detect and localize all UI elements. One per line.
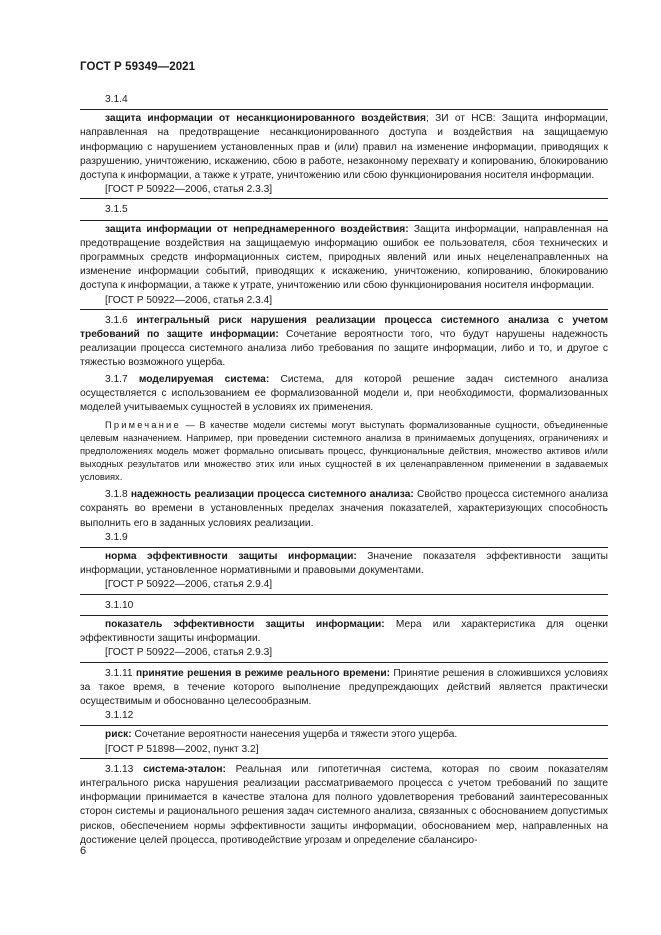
note-text: — В качестве модели системы могут выступать формализованные сущности, объединенные целевым назначением. Например, при проведении системного анализа в принимаемых допущениях, ограничениях и предположениях модель может формально описывать процесс, функциональные действия, множество активов и/или выходных результатов или множество этих или иных сущностей в их целенаправленном применении в задаваемых условиях. bbox=[80, 420, 608, 483]
definition-paragraph bbox=[80, 373, 608, 416]
note-paragraph bbox=[80, 419, 608, 484]
note-label: Примечание bbox=[105, 420, 181, 431]
definition-paragraph bbox=[80, 488, 608, 531]
definition-block bbox=[80, 615, 608, 663]
definition-text bbox=[80, 550, 608, 578]
definition-paragraph bbox=[80, 314, 608, 371]
definition-text bbox=[80, 618, 608, 646]
definition: Защита информации, направленная на предотвращение воздействия на защищаемую информацию ошибок ее пользователя, сбоя технических и программных средств информационных систем, природных явлений или иных нецеленаправленных на изменение информации событий, приводящих к искажению, уничтожению, копированию, блокированию доступа к информации, а также к утрате, уничтожению или сбою функционирования носителя информации. bbox=[80, 223, 608, 292]
definition-text bbox=[80, 223, 608, 294]
term: принятие решения в режиме реального времени: bbox=[136, 667, 390, 679]
section-number: 3.1.7 bbox=[105, 373, 128, 385]
definition-text bbox=[80, 112, 608, 183]
section-number: 3.1.12 bbox=[105, 710, 134, 722]
page-header: ГОСТ Р 59349—2021 bbox=[80, 61, 196, 73]
definition: Сочетание вероятности того, что будут нарушены надежность реализации процесса системного анализа либо требования по защите информации, либо и то, и другое с тяжестью возможного ущерба. bbox=[80, 329, 608, 369]
definition: Принятие решения в сложившихся условиях за такое время, в течение которого выполнение предупреждающих действий является практически осуществимым и обоснованно целесообразным. bbox=[80, 667, 608, 707]
term: интегральный риск нарушения реализации процесса системного анализа с учетом требований по защите информации: bbox=[80, 314, 609, 341]
term: показатель эффективности защиты информации: bbox=[105, 618, 385, 630]
definition-block bbox=[80, 109, 608, 199]
term: защита информации от непреднамеренного воздействия: bbox=[105, 223, 409, 235]
definition: Реальная или гипотетичная система, которая по своим показателям интегрального риска нарушения реализации рассматриваемого процесса с учетом требований по защите информации принимается в качестве эталона для полного удовлетворения требований заинтересованных сторон системы и рационального решения задач системного анализа, связанных с обоснованием допустимых рисков, обеспечением нормы эффективности защиты информации, обоснованием мер, направленных на достижение целей процесса, противодействие угрозам и определение сбалансиро- bbox=[80, 763, 608, 846]
section-number: 3.1.10 bbox=[105, 599, 134, 611]
definition-paragraph bbox=[80, 667, 608, 710]
source-reference: [ГОСТ Р 50922—2006, статья 2.9.4] bbox=[105, 579, 273, 591]
page-number: 6 bbox=[80, 845, 87, 857]
term: система-эталон: bbox=[143, 763, 226, 775]
document-body bbox=[80, 93, 608, 848]
section-number: 3.1.13 bbox=[105, 763, 134, 775]
definition: Значение показателя эффективности защиты информации, установленное нормативными и правовыми документами. bbox=[80, 551, 608, 577]
term: моделируемая система: bbox=[138, 373, 270, 385]
section-number: 3.1.9 bbox=[105, 531, 128, 543]
definition-block bbox=[80, 725, 608, 758]
definition: Система, для которой решение задач системного анализа осуществляется с использованием ее формализованной модели и, при необходимости, формализованных моделей учитываемых сущностей в условиях их применения. bbox=[80, 373, 608, 414]
section-number: 3.1.8 bbox=[105, 489, 128, 501]
definition-block bbox=[80, 220, 608, 310]
section-number: 3.1.6 bbox=[105, 314, 128, 326]
source-reference: [ГОСТ Р 50922—2006, статья 2.3.4] bbox=[105, 294, 273, 306]
definition-text bbox=[80, 728, 608, 742]
term: риск: bbox=[105, 729, 132, 741]
definition: Мера или характеристика для оценки эффективности защиты информации. bbox=[80, 618, 608, 645]
source-reference: [ГОСТ Р 51898—2002, пункт 3.2] bbox=[105, 743, 259, 755]
term: надежность реализации процесса системного анализа: bbox=[130, 489, 414, 501]
section-number: 3.1.5 bbox=[105, 204, 128, 216]
term: защита информации от несанкционированного воздействия bbox=[105, 113, 426, 125]
definition-block bbox=[80, 547, 608, 595]
section-number: 3.1.4 bbox=[105, 94, 128, 105]
section-number: 3.1.11 bbox=[105, 667, 133, 679]
term: норма эффективности защиты информации: bbox=[105, 551, 357, 563]
source-reference: [ГОСТ Р 50922—2006, статья 2.3.3] bbox=[105, 184, 273, 196]
source-reference: [ГОСТ Р 50922—2006, статья 2.9.3] bbox=[105, 647, 273, 659]
definition: ; ЗИ от НСВ: Защита информации, направленная на предотвращение несанкционированного доступа и воздействия на защищаемую информацию с нарушением установленных прав и (или) правил на изменение информации, приводящих к разрушению, уничтожению, искажению, сбою в работе, незаконному перехвату и копированию, блокированию доступа к информации, а также к утрате, уничтожению или сбою функционирования носителя информации. bbox=[80, 113, 608, 182]
definition: Сочетание вероятности нанесения ущерба и тяжести этого ущерба. bbox=[131, 729, 458, 741]
definition-paragraph bbox=[80, 763, 608, 848]
definition: Свойство процесса системного анализа сохранять во времени в установленных пределах значения показателей, характеризующих способность выполнить его в заданных условиях реализации. bbox=[80, 489, 608, 529]
